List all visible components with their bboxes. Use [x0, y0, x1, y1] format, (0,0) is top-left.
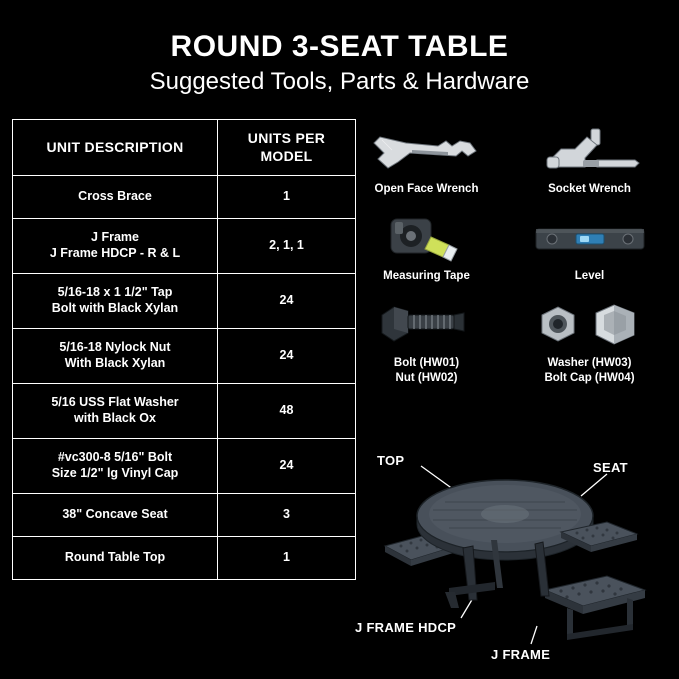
- cell-units: 24: [218, 329, 356, 384]
- tool-label: Open Face Wrench: [374, 183, 479, 195]
- cell-units: 24: [218, 274, 356, 329]
- table-row: [13, 537, 356, 580]
- cell-units: 1: [218, 537, 356, 580]
- cell-description: 38" Concave Seat: [13, 494, 218, 537]
- table-header-row: [13, 120, 356, 176]
- column-header-unit-description: UNIT DESCRIPTION: [13, 120, 218, 176]
- cell-description: 5/16-18 x 1 1/2" Tap Bolt with Black Xylan: [13, 274, 218, 329]
- callout-j-frame: J FRAME: [491, 647, 551, 662]
- cell-units: 2, 1, 1: [218, 219, 356, 274]
- washer-bolt-cap-icon: [508, 298, 671, 354]
- open-face-wrench-icon: [345, 124, 508, 180]
- tool-label: Level: [574, 269, 605, 282]
- tools-row-1: [345, 124, 671, 197]
- tool-label: Bolt (HW01) Nut (HW02): [393, 356, 460, 384]
- cell-description: #vc300-8 5/16" Bolt Size 1/2" lg Vinyl Cap: [13, 439, 218, 494]
- measuring-tape-icon: [345, 211, 508, 267]
- product-illustration: [345, 440, 675, 672]
- level-icon: [508, 211, 671, 267]
- tool-label: Socket Wrench: [548, 183, 631, 195]
- cell-description: 5/16 USS Flat Washer with Black Ox: [13, 384, 218, 439]
- socket-wrench-icon: [508, 124, 671, 180]
- tool-item-washer-bolt-cap: [508, 298, 671, 386]
- tool-item-bolt-nut: [345, 298, 508, 386]
- table-row: [13, 274, 356, 329]
- tool-item-measuring-tape: [345, 211, 508, 284]
- title-block: [0, 30, 679, 95]
- page-subtitle: Suggested Tools, Parts & Hardware: [149, 68, 530, 95]
- cell-description: Round Table Top: [13, 537, 218, 580]
- spec-table: [12, 119, 356, 580]
- tools-row-2: [345, 211, 671, 284]
- table-row: [13, 494, 356, 537]
- bolt-nut-icon: [345, 298, 508, 354]
- table-row: [13, 219, 356, 274]
- page-title: ROUND 3-SEAT TABLE: [170, 30, 509, 63]
- tool-label: Measuring Tape: [383, 269, 470, 282]
- cell-units: 24: [218, 439, 356, 494]
- table-body: [13, 176, 356, 580]
- table-row: [13, 439, 356, 494]
- cell-units: 3: [218, 494, 356, 537]
- table-row: [13, 176, 356, 219]
- table-row: [13, 384, 356, 439]
- tool-label: Washer (HW03) Bolt Cap (HW04): [544, 356, 635, 384]
- cell-units: 1: [218, 176, 356, 219]
- callout-j-frame-hdcp: J FRAME HDCP: [355, 620, 457, 635]
- tool-item-open-face-wrench: [345, 124, 508, 197]
- column-header-units-per-model: UNITS PER MODEL: [218, 120, 356, 176]
- cell-units: 48: [218, 384, 356, 439]
- table-row: [13, 329, 356, 384]
- tool-item-level: [508, 211, 671, 284]
- cell-description: 5/16-18 Nylock Nut With Black Xylan: [13, 329, 218, 384]
- tool-item-socket-wrench: [508, 124, 671, 197]
- tools-panel: [345, 124, 671, 386]
- callout-seat: SEAT: [593, 460, 628, 475]
- cell-description: Cross Brace: [13, 176, 218, 219]
- cell-description: J Frame J Frame HDCP - R & L: [13, 219, 218, 274]
- callout-top: TOP: [377, 453, 405, 468]
- tools-row-3: [345, 298, 671, 386]
